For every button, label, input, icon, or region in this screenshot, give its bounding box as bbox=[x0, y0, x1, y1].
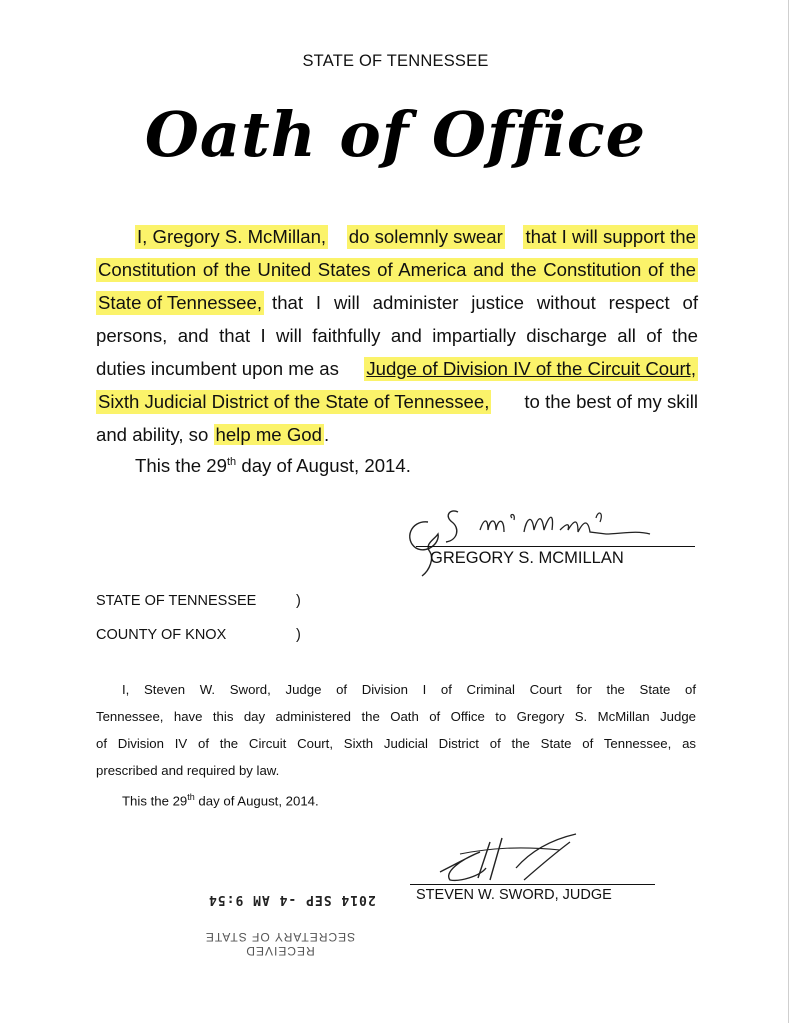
certificate-line-4: prescribed and required by law. bbox=[96, 763, 280, 778]
oath-line-3 bbox=[96, 291, 698, 315]
oath-administer-text: that I will administer justice without respect of bbox=[272, 292, 698, 313]
mcmillan-printed-name: GREGORY S. MCMILLAN bbox=[430, 549, 624, 567]
oath-line-2 bbox=[96, 258, 698, 282]
document-title: Oath of Office bbox=[144, 98, 647, 171]
oath-date bbox=[135, 455, 411, 477]
certificate-line-2: Tennessee, have this day administered the Oath of Office to Gregory S. McMillan Judge bbox=[96, 709, 696, 724]
oath-line-4: persons, and that I will faithfully and impartially discharge all of the bbox=[96, 325, 698, 346]
certificate-date-prefix: This the 29 bbox=[122, 793, 188, 809]
venue-state-paren: ) bbox=[296, 593, 301, 609]
certificate-date-sup: th bbox=[187, 792, 195, 802]
oath-state-highlight: State of Tennessee, bbox=[98, 292, 263, 313]
oath-line-5 bbox=[96, 357, 698, 381]
oath-duties-text: duties incumbent upon me as bbox=[96, 358, 339, 379]
received-stamp-secretary: SECRETARY OF STATE bbox=[204, 930, 356, 944]
oath-name-highlight: I, Gregory S. McMillan, bbox=[137, 226, 327, 247]
oath-constitution-highlight: Constitution of the United States of America and the Constitution of the bbox=[98, 259, 696, 280]
oath-line-6 bbox=[96, 390, 698, 414]
certificate-line-3: of Division IV of the Circuit Court, Sixth Judicial District of the State of Tennessee, as bbox=[96, 736, 696, 751]
venue-state-label: STATE OF TENNESSEE bbox=[96, 593, 257, 609]
mcmillan-signature bbox=[400, 500, 700, 580]
oath-period: . bbox=[323, 424, 330, 445]
oath-skill-text: to the best of my skill bbox=[524, 391, 698, 412]
oath-date-prefix: This the 29 bbox=[135, 455, 227, 476]
certificate-date-suffix: day of August, 2014. bbox=[194, 793, 319, 809]
received-stamp-office bbox=[190, 930, 370, 958]
venue-county-label: COUNTY OF KNOX bbox=[96, 627, 227, 643]
received-stamp-date: 2014 SEP -4 AM 9:54 bbox=[208, 892, 376, 907]
oath-date-sup: th bbox=[227, 455, 237, 468]
certificate-date bbox=[122, 792, 319, 808]
sword-printed-name: STEVEN W. SWORD, JUDGE bbox=[416, 887, 612, 903]
oath-line-1 bbox=[135, 225, 698, 249]
oath-support-highlight: that I will support the bbox=[525, 226, 696, 247]
certificate-line-1: I, Steven W. Sword, Judge of Division I of Criminal Court for the State of bbox=[122, 682, 696, 697]
oath-date-suffix: day of August, 2014. bbox=[236, 455, 411, 476]
oath-line-7 bbox=[96, 423, 698, 447]
venue-county-paren: ) bbox=[296, 627, 301, 643]
sword-signature-line bbox=[410, 884, 655, 885]
oath-ability-text: and ability, so bbox=[96, 424, 209, 445]
sword-signature bbox=[420, 832, 590, 888]
oath-judge-division-highlight: Judge of Division IV of the Circuit Court, bbox=[366, 358, 696, 379]
received-stamp-label: RECEIVED bbox=[245, 944, 315, 958]
oath-district-highlight: Sixth Judicial District of the State of Tennessee, bbox=[98, 391, 490, 412]
oath-god-highlight: help me God bbox=[215, 424, 322, 445]
oath-swear-highlight: do solemnly swear bbox=[348, 226, 503, 247]
mcmillan-signature-line bbox=[416, 546, 695, 547]
state-header: STATE OF TENNESSEE bbox=[302, 52, 489, 70]
